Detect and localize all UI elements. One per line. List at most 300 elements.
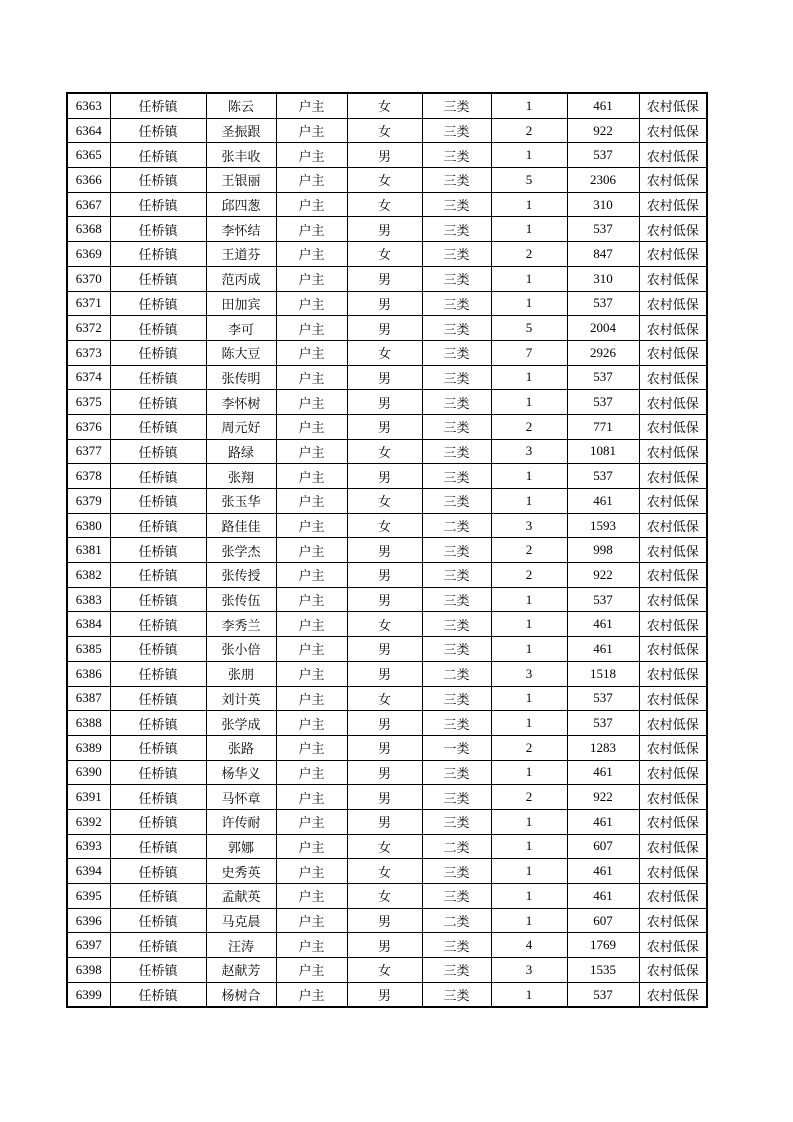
- cell-person-count: 3: [491, 661, 567, 686]
- cell-town: 任桥镇: [110, 93, 206, 118]
- cell-amount: 537: [567, 982, 639, 1007]
- cell-amount: 1283: [567, 735, 639, 760]
- cell-category: 三类: [422, 291, 491, 316]
- cell-town: 任桥镇: [110, 242, 206, 267]
- cell-gender: 女: [347, 242, 422, 267]
- cell-sequence-number: 6378: [67, 464, 110, 489]
- table-row: [67, 390, 707, 415]
- cell-town: 任桥镇: [110, 489, 206, 514]
- cell-amount: 1535: [567, 958, 639, 983]
- table-row: [67, 143, 707, 168]
- table-row: [67, 489, 707, 514]
- cell-welfare-type: 农村低保: [639, 933, 707, 958]
- cell-gender: 男: [347, 809, 422, 834]
- cell-town: 任桥镇: [110, 168, 206, 193]
- cell-household-relation: 户主: [276, 563, 347, 588]
- cell-person-name: 张翔: [206, 464, 276, 489]
- cell-person-name: 张小倍: [206, 637, 276, 662]
- cell-category: 三类: [422, 489, 491, 514]
- cell-household-relation: 户主: [276, 587, 347, 612]
- cell-person-name: 汪涛: [206, 933, 276, 958]
- cell-household-relation: 户主: [276, 118, 347, 143]
- cell-town: 任桥镇: [110, 266, 206, 291]
- cell-person-count: 1: [491, 93, 567, 118]
- cell-household-relation: 户主: [276, 242, 347, 267]
- cell-sequence-number: 6399: [67, 982, 110, 1007]
- cell-gender: 男: [347, 711, 422, 736]
- table-row: [67, 217, 707, 242]
- cell-town: 任桥镇: [110, 711, 206, 736]
- cell-gender: 男: [347, 735, 422, 760]
- cell-person-count: 2: [491, 785, 567, 810]
- cell-person-name: 杨华义: [206, 760, 276, 785]
- cell-household-relation: 户主: [276, 365, 347, 390]
- table-row: [67, 439, 707, 464]
- table-row: [67, 587, 707, 612]
- cell-person-name: 马怀章: [206, 785, 276, 810]
- cell-sequence-number: 6369: [67, 242, 110, 267]
- cell-amount: 461: [567, 859, 639, 884]
- cell-person-count: 5: [491, 316, 567, 341]
- cell-household-relation: 户主: [276, 340, 347, 365]
- cell-category: 三类: [422, 439, 491, 464]
- table-row: [67, 192, 707, 217]
- cell-person-count: 1: [491, 390, 567, 415]
- cell-sequence-number: 6381: [67, 538, 110, 563]
- cell-sequence-number: 6380: [67, 513, 110, 538]
- cell-amount: 922: [567, 563, 639, 588]
- cell-household-relation: 户主: [276, 884, 347, 909]
- cell-gender: 女: [347, 93, 422, 118]
- cell-sequence-number: 6366: [67, 168, 110, 193]
- cell-category: 三类: [422, 365, 491, 390]
- cell-amount: 998: [567, 538, 639, 563]
- cell-household-relation: 户主: [276, 809, 347, 834]
- cell-welfare-type: 农村低保: [639, 884, 707, 909]
- cell-household-relation: 户主: [276, 637, 347, 662]
- cell-category: 三类: [422, 538, 491, 563]
- cell-household-relation: 户主: [276, 933, 347, 958]
- cell-town: 任桥镇: [110, 760, 206, 785]
- cell-amount: 461: [567, 612, 639, 637]
- cell-gender: 男: [347, 785, 422, 810]
- cell-town: 任桥镇: [110, 785, 206, 810]
- cell-person-count: 1: [491, 612, 567, 637]
- cell-sequence-number: 6372: [67, 316, 110, 341]
- table-row: [67, 93, 707, 118]
- cell-sequence-number: 6376: [67, 414, 110, 439]
- cell-person-name: 赵献芳: [206, 958, 276, 983]
- cell-welfare-type: 农村低保: [639, 414, 707, 439]
- cell-category: 三类: [422, 637, 491, 662]
- cell-town: 任桥镇: [110, 834, 206, 859]
- cell-household-relation: 户主: [276, 93, 347, 118]
- cell-town: 任桥镇: [110, 884, 206, 909]
- cell-person-name: 张学杰: [206, 538, 276, 563]
- cell-category: 三类: [422, 612, 491, 637]
- cell-person-count: 3: [491, 439, 567, 464]
- cell-sequence-number: 6367: [67, 192, 110, 217]
- cell-person-name: 陈大豆: [206, 340, 276, 365]
- cell-person-count: 2: [491, 735, 567, 760]
- cell-sequence-number: 6392: [67, 809, 110, 834]
- cell-person-name: 李怀树: [206, 390, 276, 415]
- table-row: [67, 982, 707, 1007]
- cell-category: 三类: [422, 266, 491, 291]
- cell-household-relation: 户主: [276, 908, 347, 933]
- cell-town: 任桥镇: [110, 390, 206, 415]
- cell-household-relation: 户主: [276, 316, 347, 341]
- cell-town: 任桥镇: [110, 908, 206, 933]
- cell-person-count: 1: [491, 365, 567, 390]
- cell-person-name: 圣振跟: [206, 118, 276, 143]
- cell-person-count: 2: [491, 563, 567, 588]
- cell-town: 任桥镇: [110, 291, 206, 316]
- table-row: [67, 340, 707, 365]
- cell-gender: 男: [347, 291, 422, 316]
- cell-person-name: 杨树合: [206, 982, 276, 1007]
- welfare-roster-table: [66, 92, 708, 1008]
- cell-amount: 847: [567, 242, 639, 267]
- cell-person-count: 1: [491, 760, 567, 785]
- cell-person-count: 5: [491, 168, 567, 193]
- cell-person-name: 范丙成: [206, 266, 276, 291]
- cell-town: 任桥镇: [110, 859, 206, 884]
- cell-category: 三类: [422, 958, 491, 983]
- cell-category: 三类: [422, 686, 491, 711]
- cell-town: 任桥镇: [110, 414, 206, 439]
- cell-welfare-type: 农村低保: [639, 93, 707, 118]
- cell-amount: 537: [567, 143, 639, 168]
- cell-person-count: 1: [491, 489, 567, 514]
- cell-amount: 537: [567, 464, 639, 489]
- cell-amount: 310: [567, 266, 639, 291]
- cell-household-relation: 户主: [276, 217, 347, 242]
- cell-gender: 男: [347, 316, 422, 341]
- cell-category: 三类: [422, 982, 491, 1007]
- cell-amount: 537: [567, 365, 639, 390]
- cell-sequence-number: 6391: [67, 785, 110, 810]
- cell-person-count: 1: [491, 809, 567, 834]
- cell-sequence-number: 6371: [67, 291, 110, 316]
- cell-gender: 女: [347, 168, 422, 193]
- cell-household-relation: 户主: [276, 390, 347, 415]
- cell-category: 二类: [422, 513, 491, 538]
- cell-person-count: 1: [491, 464, 567, 489]
- cell-person-name: 周元好: [206, 414, 276, 439]
- cell-household-relation: 户主: [276, 266, 347, 291]
- cell-amount: 1518: [567, 661, 639, 686]
- cell-welfare-type: 农村低保: [639, 464, 707, 489]
- cell-category: 三类: [422, 340, 491, 365]
- roster-table-body: [67, 93, 707, 1007]
- cell-gender: 男: [347, 266, 422, 291]
- cell-category: 三类: [422, 933, 491, 958]
- cell-gender: 女: [347, 489, 422, 514]
- table-row: [67, 414, 707, 439]
- cell-welfare-type: 农村低保: [639, 365, 707, 390]
- cell-category: 二类: [422, 834, 491, 859]
- cell-person-count: 1: [491, 859, 567, 884]
- cell-sequence-number: 6379: [67, 489, 110, 514]
- cell-town: 任桥镇: [110, 316, 206, 341]
- cell-gender: 男: [347, 414, 422, 439]
- cell-category: 三类: [422, 414, 491, 439]
- cell-gender: 女: [347, 612, 422, 637]
- cell-household-relation: 户主: [276, 464, 347, 489]
- cell-welfare-type: 农村低保: [639, 143, 707, 168]
- table-row: [67, 686, 707, 711]
- cell-person-name: 刘计英: [206, 686, 276, 711]
- table-row: [67, 563, 707, 588]
- cell-sequence-number: 6364: [67, 118, 110, 143]
- cell-town: 任桥镇: [110, 118, 206, 143]
- cell-sequence-number: 6374: [67, 365, 110, 390]
- cell-person-name: 王道芬: [206, 242, 276, 267]
- cell-category: 三类: [422, 316, 491, 341]
- cell-gender: 女: [347, 192, 422, 217]
- cell-person-name: 李秀兰: [206, 612, 276, 637]
- table-row: [67, 958, 707, 983]
- cell-person-count: 1: [491, 908, 567, 933]
- cell-category: 一类: [422, 735, 491, 760]
- cell-gender: 女: [347, 859, 422, 884]
- table-row: [67, 884, 707, 909]
- cell-person-count: 2: [491, 414, 567, 439]
- cell-person-name: 李怀结: [206, 217, 276, 242]
- cell-gender: 女: [347, 834, 422, 859]
- cell-sequence-number: 6384: [67, 612, 110, 637]
- cell-household-relation: 户主: [276, 612, 347, 637]
- cell-person-count: 2: [491, 538, 567, 563]
- cell-amount: 461: [567, 760, 639, 785]
- cell-amount: 537: [567, 217, 639, 242]
- cell-amount: 537: [567, 291, 639, 316]
- cell-welfare-type: 农村低保: [639, 785, 707, 810]
- cell-household-relation: 户主: [276, 192, 347, 217]
- cell-amount: 310: [567, 192, 639, 217]
- cell-person-count: 1: [491, 686, 567, 711]
- cell-person-name: 张丰收: [206, 143, 276, 168]
- cell-person-name: 张朋: [206, 661, 276, 686]
- cell-welfare-type: 农村低保: [639, 809, 707, 834]
- cell-category: 三类: [422, 192, 491, 217]
- cell-person-count: 4: [491, 933, 567, 958]
- cell-town: 任桥镇: [110, 340, 206, 365]
- cell-town: 任桥镇: [110, 809, 206, 834]
- cell-amount: 1769: [567, 933, 639, 958]
- cell-gender: 男: [347, 661, 422, 686]
- cell-person-name: 张玉华: [206, 489, 276, 514]
- cell-gender: 男: [347, 143, 422, 168]
- cell-person-name: 陈云: [206, 93, 276, 118]
- table-row: [67, 168, 707, 193]
- cell-amount: 461: [567, 93, 639, 118]
- cell-gender: 男: [347, 908, 422, 933]
- cell-person-count: 7: [491, 340, 567, 365]
- cell-person-name: 邱四葱: [206, 192, 276, 217]
- cell-amount: 2306: [567, 168, 639, 193]
- cell-person-name: 路绿: [206, 439, 276, 464]
- cell-town: 任桥镇: [110, 217, 206, 242]
- cell-welfare-type: 农村低保: [639, 439, 707, 464]
- cell-person-name: 张传伍: [206, 587, 276, 612]
- cell-category: 三类: [422, 217, 491, 242]
- cell-welfare-type: 农村低保: [639, 612, 707, 637]
- cell-household-relation: 户主: [276, 686, 347, 711]
- cell-person-count: 3: [491, 958, 567, 983]
- cell-amount: 461: [567, 637, 639, 662]
- cell-amount: 461: [567, 884, 639, 909]
- cell-person-name: 王银丽: [206, 168, 276, 193]
- cell-town: 任桥镇: [110, 686, 206, 711]
- cell-welfare-type: 农村低保: [639, 390, 707, 415]
- cell-person-count: 1: [491, 266, 567, 291]
- cell-welfare-type: 农村低保: [639, 982, 707, 1007]
- table-row: [67, 834, 707, 859]
- cell-category: 二类: [422, 908, 491, 933]
- cell-person-count: 1: [491, 291, 567, 316]
- cell-household-relation: 户主: [276, 538, 347, 563]
- cell-category: 三类: [422, 859, 491, 884]
- cell-town: 任桥镇: [110, 958, 206, 983]
- cell-person-count: 1: [491, 711, 567, 736]
- cell-person-count: 1: [491, 192, 567, 217]
- cell-person-name: 张学成: [206, 711, 276, 736]
- cell-household-relation: 户主: [276, 414, 347, 439]
- cell-person-name: 田加宾: [206, 291, 276, 316]
- cell-household-relation: 户主: [276, 168, 347, 193]
- cell-gender: 女: [347, 958, 422, 983]
- table-row: [67, 612, 707, 637]
- cell-town: 任桥镇: [110, 563, 206, 588]
- cell-category: 三类: [422, 464, 491, 489]
- cell-person-count: 1: [491, 587, 567, 612]
- table-row: [67, 661, 707, 686]
- table-row: [67, 637, 707, 662]
- cell-household-relation: 户主: [276, 489, 347, 514]
- cell-person-count: 2: [491, 242, 567, 267]
- cell-amount: 461: [567, 489, 639, 514]
- cell-welfare-type: 农村低保: [639, 735, 707, 760]
- cell-welfare-type: 农村低保: [639, 192, 707, 217]
- cell-sequence-number: 6375: [67, 390, 110, 415]
- cell-town: 任桥镇: [110, 365, 206, 390]
- cell-sequence-number: 6368: [67, 217, 110, 242]
- cell-welfare-type: 农村低保: [639, 538, 707, 563]
- cell-person-count: 3: [491, 513, 567, 538]
- cell-household-relation: 户主: [276, 982, 347, 1007]
- cell-welfare-type: 农村低保: [639, 760, 707, 785]
- cell-welfare-type: 农村低保: [639, 563, 707, 588]
- cell-town: 任桥镇: [110, 464, 206, 489]
- cell-amount: 1593: [567, 513, 639, 538]
- cell-gender: 女: [347, 340, 422, 365]
- cell-welfare-type: 农村低保: [639, 637, 707, 662]
- table-row: [67, 538, 707, 563]
- cell-amount: 922: [567, 785, 639, 810]
- table-row: [67, 908, 707, 933]
- cell-welfare-type: 农村低保: [639, 316, 707, 341]
- cell-welfare-type: 农村低保: [639, 242, 707, 267]
- cell-gender: 男: [347, 563, 422, 588]
- cell-household-relation: 户主: [276, 760, 347, 785]
- cell-household-relation: 户主: [276, 661, 347, 686]
- cell-town: 任桥镇: [110, 538, 206, 563]
- cell-gender: 男: [347, 760, 422, 785]
- cell-town: 任桥镇: [110, 661, 206, 686]
- cell-town: 任桥镇: [110, 143, 206, 168]
- cell-amount: 607: [567, 834, 639, 859]
- cell-sequence-number: 6370: [67, 266, 110, 291]
- cell-category: 三类: [422, 93, 491, 118]
- cell-person-name: 张传明: [206, 365, 276, 390]
- table-row: [67, 242, 707, 267]
- cell-amount: 607: [567, 908, 639, 933]
- cell-welfare-type: 农村低保: [639, 859, 707, 884]
- cell-category: 三类: [422, 809, 491, 834]
- cell-amount: 1081: [567, 439, 639, 464]
- cell-gender: 男: [347, 933, 422, 958]
- table-row: [67, 809, 707, 834]
- cell-person-count: 1: [491, 217, 567, 242]
- cell-person-count: 1: [491, 982, 567, 1007]
- cell-amount: 461: [567, 809, 639, 834]
- cell-household-relation: 户主: [276, 958, 347, 983]
- cell-sequence-number: 6373: [67, 340, 110, 365]
- cell-town: 任桥镇: [110, 192, 206, 217]
- cell-welfare-type: 农村低保: [639, 266, 707, 291]
- cell-household-relation: 户主: [276, 439, 347, 464]
- cell-household-relation: 户主: [276, 785, 347, 810]
- cell-welfare-type: 农村低保: [639, 686, 707, 711]
- cell-category: 二类: [422, 661, 491, 686]
- cell-person-name: 许传耐: [206, 809, 276, 834]
- cell-sequence-number: 6388: [67, 711, 110, 736]
- cell-gender: 女: [347, 118, 422, 143]
- cell-welfare-type: 农村低保: [639, 168, 707, 193]
- cell-person-name: 路佳佳: [206, 513, 276, 538]
- cell-town: 任桥镇: [110, 587, 206, 612]
- cell-welfare-type: 农村低保: [639, 217, 707, 242]
- cell-gender: 男: [347, 390, 422, 415]
- cell-household-relation: 户主: [276, 711, 347, 736]
- cell-amount: 2004: [567, 316, 639, 341]
- table-row: [67, 711, 707, 736]
- cell-category: 三类: [422, 760, 491, 785]
- cell-person-name: 史秀英: [206, 859, 276, 884]
- table-row: [67, 291, 707, 316]
- cell-town: 任桥镇: [110, 933, 206, 958]
- table-row: [67, 266, 707, 291]
- cell-amount: 2926: [567, 340, 639, 365]
- cell-category: 三类: [422, 884, 491, 909]
- cell-category: 三类: [422, 711, 491, 736]
- cell-household-relation: 户主: [276, 834, 347, 859]
- cell-sequence-number: 6389: [67, 735, 110, 760]
- cell-sequence-number: 6382: [67, 563, 110, 588]
- cell-household-relation: 户主: [276, 143, 347, 168]
- cell-town: 任桥镇: [110, 612, 206, 637]
- cell-amount: 537: [567, 390, 639, 415]
- cell-household-relation: 户主: [276, 291, 347, 316]
- cell-sequence-number: 6397: [67, 933, 110, 958]
- cell-person-name: 郭娜: [206, 834, 276, 859]
- cell-gender: 男: [347, 538, 422, 563]
- cell-category: 三类: [422, 390, 491, 415]
- cell-household-relation: 户主: [276, 735, 347, 760]
- cell-person-count: 1: [491, 834, 567, 859]
